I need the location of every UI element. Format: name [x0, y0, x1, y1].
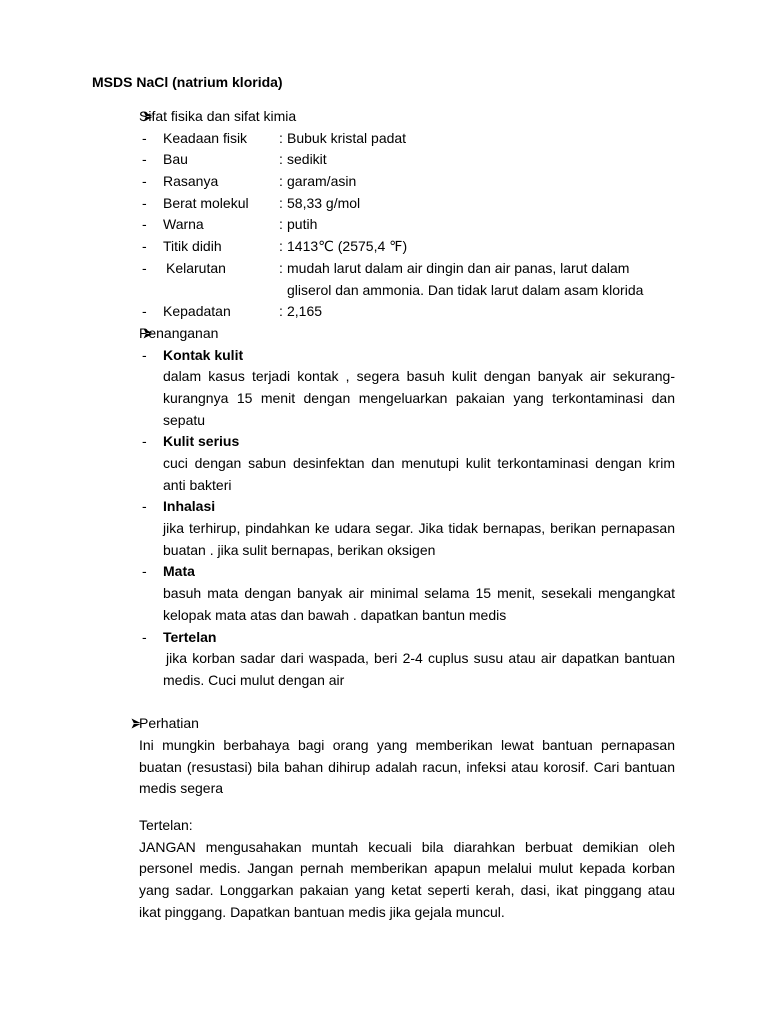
paragraph-line: buatan (resustasi) bila bahan dihirup adalah racun, infeksi atau korosif. Cari bantuan — [139, 758, 675, 775]
document-title: MSDS NaCl (natrium klorida) — [92, 74, 283, 90]
main-content — [0, 106, 768, 800]
list-dash: - — [142, 628, 147, 645]
property-value: 1413℃ (2575,4 ℉) — [287, 238, 408, 255]
property-separator: : — [279, 194, 283, 211]
section-heading: Penanganan — [139, 324, 219, 341]
list-dash: - — [142, 216, 147, 233]
paragraph-line: cuci dengan sabun desinfektan dan menutupi kulit terkontaminasi dengan krim — [163, 455, 675, 471]
property-label: Warna — [163, 216, 204, 233]
ingestion-section — [0, 815, 768, 923]
property-label: Bau — [163, 151, 188, 168]
paragraph-line: ikat pinggang. Dapatkan bantuan medis jika gejala muncul. — [139, 903, 505, 920]
paragraph-line: dalam kasus terjadi kontak , segera basuh kulit dengan banyak air sekurang- — [163, 368, 675, 385]
blank-line — [0, 692, 768, 714]
arrowhead-bullet-icon — [120, 111, 131, 122]
section-heading: Perhatian — [139, 715, 199, 732]
property-label: Keadaan fisik — [163, 129, 248, 146]
property-separator: : — [279, 216, 283, 233]
property-value: garam/asin — [287, 173, 357, 190]
property-row — [0, 171, 768, 193]
list-dash: - — [142, 433, 147, 450]
list-dash: - — [142, 563, 147, 580]
handling-item-title: Inhalasi — [163, 498, 216, 515]
property-separator: : — [279, 238, 283, 255]
handling-item-title: Mata — [163, 563, 195, 580]
handling-item-title: Tertelan — [163, 628, 217, 645]
property-value-continuation: gliserol dan ammonia. Dan tidak larut dalam asam klorida — [287, 281, 644, 298]
property-row — [0, 193, 768, 215]
property-value: mudah larut dalam air dingin dan air panas, larut dalam — [287, 259, 630, 276]
property-value: Bubuk kristal padat — [287, 129, 407, 146]
property-row — [0, 236, 768, 258]
property-label: Titik didih — [163, 238, 222, 255]
handling-item-title-line — [0, 561, 768, 583]
property-value: 2,165 — [287, 303, 323, 320]
paragraph-line: kurangnya 15 menit dengan mengeluarkan pakaian yang terkontaminasi dan — [163, 389, 675, 406]
paragraph-line: JANGAN mengusahakan muntah kecuali bila diarahkan berbuat demikian oleh — [139, 838, 675, 855]
property-row-continuation — [0, 280, 768, 302]
property-value: 58,33 g/mol — [287, 194, 361, 211]
handling-item-title-line — [0, 431, 768, 453]
list-dash: - — [142, 238, 147, 255]
property-row — [0, 258, 768, 280]
property-row — [0, 214, 768, 236]
handling-item-title-line — [0, 345, 768, 367]
list-dash: - — [142, 303, 147, 320]
list-dash: - — [142, 346, 147, 363]
paragraph-line: sepatu — [163, 411, 206, 428]
property-row — [0, 149, 768, 171]
property-separator: : — [279, 303, 283, 320]
list-dash: - — [142, 194, 147, 211]
property-separator: : — [279, 173, 283, 190]
arrowhead-bullet-icon — [120, 328, 131, 339]
property-row — [0, 128, 768, 150]
property-label: Kelarutan — [166, 259, 226, 276]
paragraph-line: kelopak mata atas dan bawah . dapatkan bantun medis — [163, 606, 507, 623]
property-value: sedikit — [287, 151, 327, 168]
paragraph-line: jika terhirup, pindahkan ke udara segar. Jika tidak bernapas, berikan pernapasan — [163, 520, 675, 537]
property-separator: : — [279, 259, 283, 276]
paragraph-line: anti bakteri — [163, 476, 232, 493]
paragraph-line: Ini mungkin berbahaya bagi orang yang memberikan lewat bantuan pernapasan — [139, 736, 675, 753]
handling-item-title-line — [0, 496, 768, 518]
paragraph-line: yang sadar. Longgarkan pakaian yang ketat seperti kerah, dasi, ikat pinggang atau — [139, 882, 675, 899]
property-row — [0, 301, 768, 323]
list-dash: - — [142, 498, 147, 515]
handling-item-title: Kontak kulit — [163, 346, 244, 363]
handling-item-title: Kulit serius — [163, 433, 240, 450]
paragraph-line: buatan . jika sulit bernapas, berikan oksigen — [163, 541, 436, 558]
list-dash: - — [142, 151, 147, 168]
property-label: Berat molekul — [163, 194, 249, 211]
subsection-heading: Tertelan: — [139, 817, 193, 833]
paragraph-line: medis. Cuci mulut dengan air — [163, 671, 345, 688]
property-label: Kepadatan — [163, 303, 231, 320]
paragraph-line: jika korban sadar dari waspada, beri 2-4 cuplus susu atau air dapatkan bantuan — [166, 650, 675, 667]
property-label: Rasanya — [163, 173, 219, 190]
property-separator: : — [279, 129, 283, 146]
handling-item-title-line — [0, 627, 768, 649]
section-handling-heading-line — [0, 323, 768, 345]
section-properties-heading-line — [0, 106, 768, 128]
paragraph-line: personel medis. Jangan pernah memberikan apapun melalui mulut kepada korban — [139, 860, 675, 877]
list-dash: - — [142, 129, 147, 146]
paragraph-line: medis segera — [139, 780, 224, 797]
property-separator: : — [279, 151, 283, 168]
list-dash: - — [142, 259, 147, 276]
paragraph-line: basuh mata dengan banyak air minimal selama 15 menit, sesekali mengangkat — [163, 585, 675, 602]
section-warning-heading-line — [0, 713, 768, 735]
arrowhead-bullet-icon — [108, 718, 119, 729]
list-dash: - — [142, 173, 147, 190]
property-value: putih — [287, 216, 318, 233]
section-heading: Sifat fisika dan sifat kimia — [139, 108, 297, 124]
